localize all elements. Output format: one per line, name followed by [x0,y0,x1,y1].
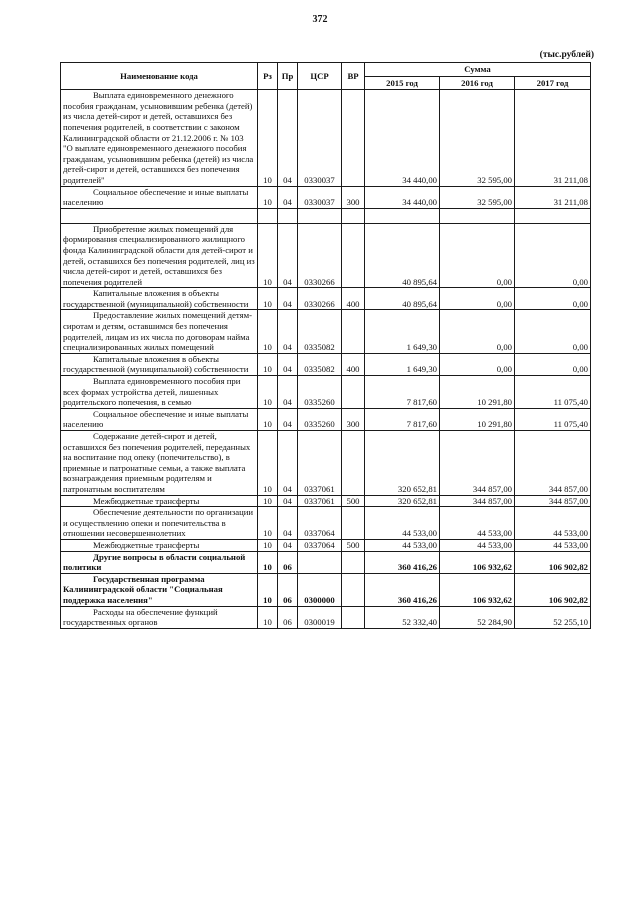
row-name: Социальное обеспечение и иные выплаты населению [61,186,258,208]
row-2015: 34 440,00 [365,186,440,208]
row-rz: 10 [258,288,278,310]
row-2017: 31 211,08 [515,186,591,208]
row-vr [342,507,365,540]
row-pr: 04 [278,495,298,507]
row-name: Выплата единовременного пособия при всех формах устройства детей, лишенных родительского попечения, в семью [61,376,258,409]
row-2017: 52 255,10 [515,606,591,628]
row-name: Межбюджетные трансферты [61,495,258,507]
row-pr: 04 [278,288,298,310]
row-vr: 400 [342,288,365,310]
row-rz: 10 [258,310,278,353]
row-2016: 32 595,00 [440,90,515,186]
row-vr [342,551,365,573]
table-row [61,495,591,507]
row-pr: 06 [278,606,298,628]
row-2015: 360 416,26 [365,551,440,573]
row-pr: 04 [278,310,298,353]
row-rz: 10 [258,186,278,208]
row-2016: 52 284,90 [440,606,515,628]
table-gap-row [61,208,591,223]
row-rz: 10 [258,408,278,430]
row-2017: 344 857,00 [515,495,591,507]
row-rz: 10 [258,539,278,551]
table-row [61,606,591,628]
row-pr: 04 [278,408,298,430]
row-2016: 106 932,62 [440,551,515,573]
row-2015: 7 817,60 [365,408,440,430]
row-2017: 344 857,00 [515,431,591,496]
row-rz: 10 [258,223,278,288]
row-pr: 04 [278,507,298,540]
row-rz: 10 [258,353,278,375]
row-2017: 106 902,82 [515,551,591,573]
row-2017: 11 075,40 [515,408,591,430]
row-csr: 0335082 [298,310,342,353]
row-csr: 0335260 [298,376,342,409]
row-csr: 0337064 [298,539,342,551]
row-2015: 360 416,26 [365,573,440,606]
table-row [61,353,591,375]
row-2015: 320 652,81 [365,495,440,507]
row-2016: 344 857,00 [440,431,515,496]
row-csr: 0337061 [298,495,342,507]
row-2015: 1 649,30 [365,310,440,353]
table-row [61,310,591,353]
row-2016: 44 533,00 [440,507,515,540]
row-vr: 400 [342,353,365,375]
row-2017: 0,00 [515,288,591,310]
header-name: Наименование кода [61,63,258,90]
row-rz: 10 [258,551,278,573]
row-2017: 0,00 [515,223,591,288]
row-2017: 0,00 [515,353,591,375]
row-2016: 10 291,80 [440,408,515,430]
table-row [61,551,591,573]
table-row [61,90,591,186]
row-pr: 06 [278,551,298,573]
row-csr [298,551,342,573]
row-2016: 0,00 [440,353,515,375]
header-2016: 2016 год [440,76,515,90]
table-body [61,90,591,629]
row-rz: 10 [258,573,278,606]
row-rz: 10 [258,507,278,540]
table-row [61,223,591,288]
row-name: Капитальные вложения в объекты государственной (муниципальной) собственности [61,288,258,310]
row-vr: 300 [342,186,365,208]
row-rz: 10 [258,606,278,628]
table-row [61,288,591,310]
row-2015: 1 649,30 [365,353,440,375]
row-vr: 300 [342,408,365,430]
row-pr: 04 [278,431,298,496]
row-csr: 0337064 [298,507,342,540]
row-name: Капитальные вложения в объекты государственной (муниципальной) собственности [61,353,258,375]
row-2015: 40 895,64 [365,223,440,288]
row-2016: 44 533,00 [440,539,515,551]
table-row [61,376,591,409]
row-pr: 04 [278,539,298,551]
row-name: Расходы на обеспечение функций государственных органов [61,606,258,628]
row-csr: 0337061 [298,431,342,496]
row-2017: 31 211,08 [515,90,591,186]
table-row [61,507,591,540]
header-csr: ЦСР [298,63,342,90]
table-row [61,408,591,430]
row-2015: 40 895,64 [365,288,440,310]
row-rz: 10 [258,90,278,186]
page-number: 372 [312,14,328,25]
row-name: Выплата единовременного денежного пособия гражданам, усыновившим ребенка (детей) из числа детей-сирот и детей, оставшихся без попечения родителей, в соответствии с законом Калининградской области от 21.12.2006 г. № 103 "О выплате единовременного денежного пособия гражданам, усыновившим ребенка (детей) из числа детей-сирот и детей, оставшихся без попечения родителей" [61,90,258,186]
row-2017: 44 533,00 [515,507,591,540]
row-vr [342,431,365,496]
row-2016: 344 857,00 [440,495,515,507]
table-row [61,539,591,551]
table-row [61,431,591,496]
row-name: Обеспечение деятельности по организации и осуществлению опеки и попечительства в отношении несовершеннолетних [61,507,258,540]
row-2017: 11 075,40 [515,376,591,409]
row-name: Социальное обеспечение и иные выплаты населению [61,408,258,430]
row-csr: 0330266 [298,288,342,310]
row-pr: 04 [278,90,298,186]
row-pr: 06 [278,573,298,606]
budget-table [60,62,591,629]
row-2017: 0,00 [515,310,591,353]
row-vr [342,573,365,606]
header-2017: 2017 год [515,76,591,90]
row-pr: 04 [278,186,298,208]
row-vr [342,376,365,409]
row-2017: 106 902,82 [515,573,591,606]
row-pr: 04 [278,353,298,375]
units-label: (тыс.рублей) [539,50,594,60]
row-rz: 10 [258,376,278,409]
row-vr [342,606,365,628]
header-rz: Рз [258,63,278,90]
header-vr: ВР [342,63,365,90]
table-row [61,573,591,606]
row-2017: 44 533,00 [515,539,591,551]
row-csr: 0335260 [298,408,342,430]
row-2015: 320 652,81 [365,431,440,496]
row-csr: 0335082 [298,353,342,375]
header-sum: Сумма [365,63,591,77]
row-2016: 106 932,62 [440,573,515,606]
row-name: Государственная программа Калининградской области "Социальная поддержка населения" [61,573,258,606]
row-csr: 0330037 [298,186,342,208]
row-vr: 500 [342,539,365,551]
row-csr: 0330037 [298,90,342,186]
row-pr: 04 [278,376,298,409]
header-2015: 2015 год [365,76,440,90]
row-2015: 44 533,00 [365,539,440,551]
row-csr: 0300000 [298,573,342,606]
row-vr [342,310,365,353]
row-2016: 10 291,80 [440,376,515,409]
row-2015: 7 817,60 [365,376,440,409]
row-csr: 0330266 [298,223,342,288]
row-2016: 0,00 [440,223,515,288]
row-2016: 0,00 [440,288,515,310]
row-name: Предоставление жилых помещений детям-сиротам и детям, оставшимся без попечения родителей, лицам из их числа по договорам найма специализированных жилых помещений [61,310,258,353]
row-name: Приобретение жилых помещений для формирования специализированного жилищного фонда Калининградской области для детей-сирот и детей, оставшихся без попечения родителей, лиц из числа детей-сирот и детей, оставшихся без попечения родителей [61,223,258,288]
row-2015: 44 533,00 [365,507,440,540]
row-vr [342,90,365,186]
row-pr: 04 [278,223,298,288]
row-2015: 34 440,00 [365,90,440,186]
row-2015: 52 332,40 [365,606,440,628]
row-vr [342,223,365,288]
row-rz: 10 [258,431,278,496]
row-2016: 0,00 [440,310,515,353]
row-vr: 500 [342,495,365,507]
row-csr: 0300019 [298,606,342,628]
row-2016: 32 595,00 [440,186,515,208]
row-name: Содержание детей-сирот и детей, оставшихся без попечения родителей, переданных на воспитание под опеку (попечительство), в приемные и патронатные семьи, а также выплата вознаграждения приемным родителям и патронатным воспитателям [61,431,258,496]
table-row [61,186,591,208]
row-name: Межбюджетные трансферты [61,539,258,551]
row-rz: 10 [258,495,278,507]
header-pr: Пр [278,63,298,90]
row-name: Другие вопросы в области социальной политики [61,551,258,573]
